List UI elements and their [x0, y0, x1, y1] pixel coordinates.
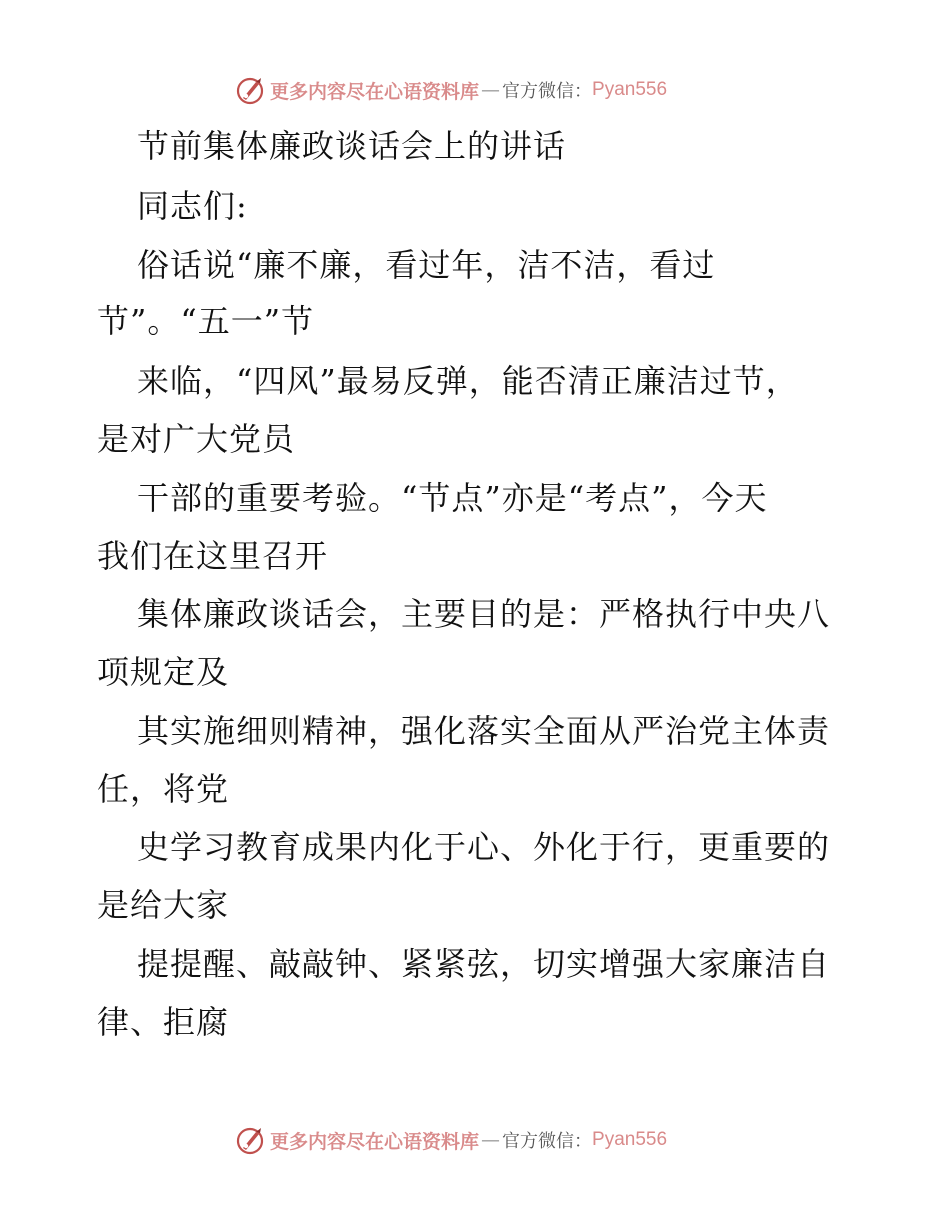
text-line: 集体廉政谈话会，主要目的是：严格执行中央八 — [137, 595, 831, 633]
quill-logo-icon — [234, 1124, 266, 1156]
banner-wechat-id: Pyan556 — [592, 1129, 668, 1150]
text-line: 干部的重要考验。“节点”亦是“考点”，今天 — [137, 479, 768, 517]
salutation: 同志们: — [137, 187, 248, 225]
footer-banner — [234, 1122, 667, 1158]
text-line: 来临，“四风”最易反弹，能否清正廉洁过节， — [137, 362, 799, 400]
text-line: 俗话说“廉不廉，看过年，洁不洁，看过 — [137, 246, 716, 284]
banner-wechat-label: 官方微信： — [502, 81, 593, 102]
text-line: 其实施细则精神，强化落实全面从严治党主体责 — [137, 712, 831, 750]
header-banner — [234, 72, 667, 108]
text-line: 任，将党 — [97, 770, 230, 808]
text-line: 是给大家 — [97, 886, 230, 924]
text-line: 提提醒、敲敲钟、紧紧弦，切实增强大家廉洁自 — [137, 945, 831, 983]
text-line: 节”。“五一”节 — [97, 302, 315, 340]
banner-site-name: 更多内容尽在心语资料库 — [270, 1130, 480, 1153]
quill-logo-icon — [234, 74, 266, 106]
text-line: 史学习教育成果内化于心、外化于行，更重要的 — [137, 828, 831, 866]
banner-wechat-id: Pyan556 — [592, 79, 668, 100]
banner-dash: — — [481, 1129, 501, 1151]
document-title: 节前集体廉政谈话会上的讲话 — [137, 127, 567, 165]
text-line: 是对广大党员 — [97, 420, 296, 458]
text-line: 律、拒腐 — [97, 1003, 230, 1041]
text-line: 我们在这里召开 — [97, 537, 329, 575]
banner-wechat-label: 官方微信： — [502, 1131, 593, 1152]
text-line: 项规定及 — [97, 653, 230, 691]
banner-dash: — — [481, 79, 501, 101]
banner-site-name: 更多内容尽在心语资料库 — [270, 80, 480, 103]
